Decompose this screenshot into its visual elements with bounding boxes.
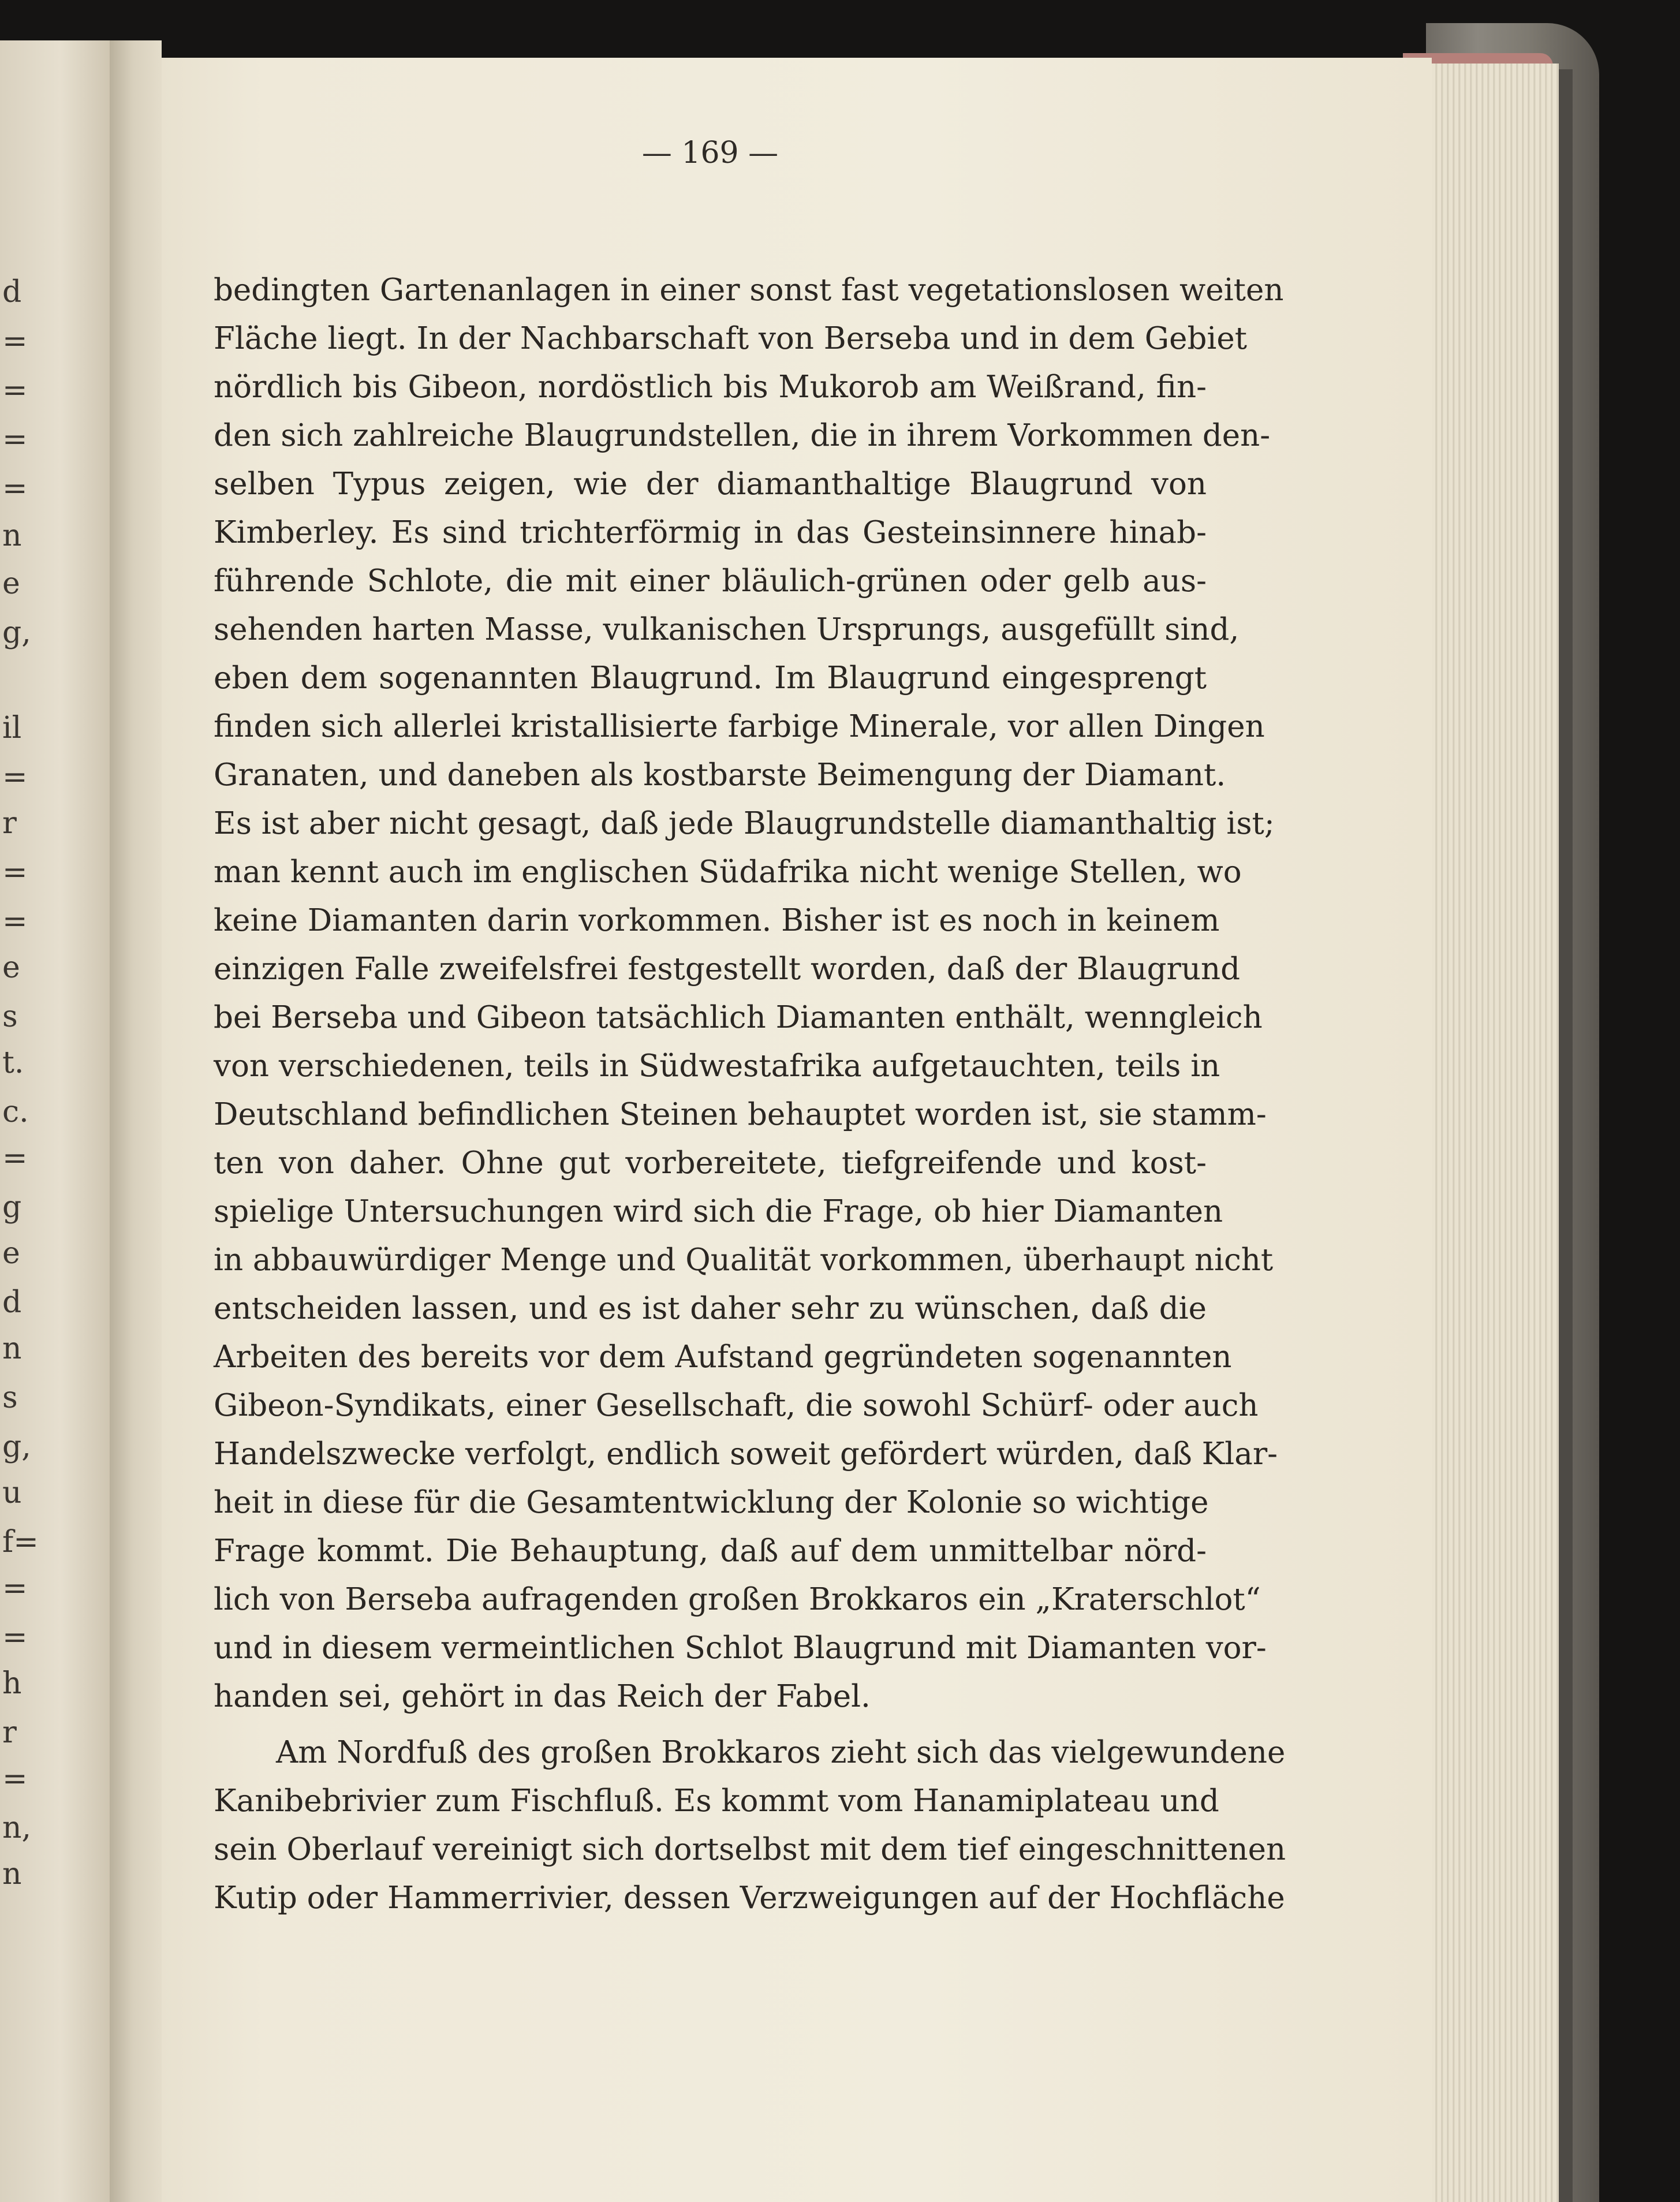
left-page-fragment: g,	[2, 615, 31, 650]
text-line: von verschiedenen, teils in Südwestafrika aufgetauchten, teils in	[214, 1048, 1220, 1084]
text-line: Kimberley. Es sind trichterförmig in das Gesteinsinnere hinab-	[214, 515, 1207, 550]
left-page-fragment: d	[2, 275, 22, 309]
text-line: den sich zahlreiche Blaugrundstellen, die in ihrem Vorkommen den-	[214, 418, 1271, 453]
text-line: spielige Untersuchungen wird sich die Frage, ob hier Diamanten	[214, 1194, 1223, 1229]
left-page-fragment: =	[2, 1571, 28, 1606]
left-page-fragment: e	[2, 566, 20, 601]
text-line: bedingten Gartenanlagen in einer sonst fast vegetationslosen weiten	[214, 273, 1284, 308]
text-line: Am Nordfuß des großen Brokkaros zieht sich das vielgewundene	[276, 1735, 1286, 1770]
left-page-fragment: s	[2, 1380, 18, 1415]
left-page-edge	[0, 40, 110, 2202]
text-line: keine Diamanten darin vorkommen. Bisher ist es noch in keinem	[214, 903, 1220, 938]
left-page-fragment: r	[2, 1715, 17, 1750]
left-page-fragment: =	[2, 760, 28, 794]
text-line: eben dem sogenannten Blaugrund. Im Blaugrund eingesprengt	[214, 660, 1207, 696]
text-line: Kanibebrivier zum Fischfluß. Es kommt vom Hanamiplateau und	[214, 1783, 1219, 1819]
left-page-fragment: il	[2, 711, 22, 745]
left-page-fragment: e	[2, 1236, 20, 1271]
left-page-fragment: s	[2, 999, 18, 1034]
text-line: ten von daher. Ohne gut vorbereitete, tiefgreifende und kost-	[214, 1145, 1207, 1181]
left-page-fragment: =	[2, 904, 28, 939]
left-page-fragment: =	[2, 373, 28, 408]
left-page-fragment: g	[2, 1190, 22, 1225]
text-line: Handelszwecke verfolgt, endlich soweit gefördert würden, daß Klar-	[214, 1436, 1278, 1472]
text-line: Frage kommt. Die Behauptung, daß auf dem unmittelbar nörd-	[214, 1533, 1207, 1569]
left-page-fragment: =	[2, 1141, 28, 1175]
text-line: Fläche liegt. In der Nachbarschaft von Berseba und in dem Gebiet	[214, 321, 1247, 356]
text-line: Deutschland befindlichen Steinen behauptet worden ist, sie stamm-	[214, 1097, 1267, 1132]
left-page-fragment: h	[2, 1666, 22, 1701]
left-page-fragment: n	[2, 1331, 22, 1366]
text-line: Granaten, und daneben als kostbarste Beimengung der Diamant.	[214, 757, 1226, 793]
left-page-fragment: g,	[2, 1430, 31, 1464]
left-page-fragment: n	[2, 518, 22, 553]
text-line: selben Typus zeigen, wie der diamanthaltige Blaugrund von	[214, 466, 1207, 502]
text-line: in abbauwürdiger Menge und Qualität vorkommen, überhaupt nicht	[214, 1242, 1274, 1278]
text-line: lich von Berseba aufragenden großen Brokkaros ein „Kraterschlot“	[214, 1582, 1261, 1617]
left-page-fragment: =	[2, 422, 28, 457]
left-page-fragment: r	[2, 806, 17, 841]
text-line: finden sich allerlei kristallisierte farbige Minerale, vor allen Dingen	[214, 709, 1265, 744]
left-page-fragment: =	[2, 1761, 28, 1796]
left-page-fragment: c.	[2, 1095, 29, 1129]
text-line: handen sei, gehört in das Reich der Fabel.	[214, 1679, 871, 1714]
text-line: bei Berseba und Gibeon tatsächlich Diamanten enthält, wenngleich	[214, 1000, 1263, 1035]
text-line: nördlich bis Gibeon, nordöstlich bis Mukorob am Weißrand, fin-	[214, 370, 1207, 405]
text-line: sehenden harten Masse, vulkanischen Ursprungs, ausgefüllt sind,	[214, 612, 1240, 647]
book-gutter	[110, 40, 162, 2202]
text-line: einzigen Falle zweifelsfrei festgestellt worden, daß der Blaugrund	[214, 951, 1241, 987]
text-line: Es ist aber nicht gesagt, daß jede Blaugrundstelle diamanthaltig ist;	[214, 806, 1275, 841]
text-line: Gibeon-Syndikats, einer Gesellschaft, die sowohl Schürf- oder auch	[214, 1388, 1259, 1423]
text-line: und in diesem vermeintlichen Schlot Blaugrund mit Diamanten vor-	[214, 1630, 1267, 1666]
text-line: entscheiden lassen, und es ist daher sehr zu wünschen, daß die	[214, 1291, 1207, 1326]
text-line: heit in diese für die Gesamtentwicklung der Kolonie so wichtige	[214, 1485, 1209, 1520]
page-block-edges	[1426, 64, 1559, 2202]
left-page-fragment: n	[2, 1857, 22, 1891]
left-page-fragment: e	[2, 950, 20, 985]
text-line: sein Oberlauf vereinigt sich dortselbst mit dem tief eingeschnittenen	[214, 1832, 1286, 1867]
left-page-fragment: u	[2, 1476, 22, 1510]
left-page-fragment: =	[2, 471, 28, 506]
left-page-fragment: =	[2, 855, 28, 890]
left-page-fragment: =	[2, 324, 28, 359]
left-page-fragment: f=	[2, 1525, 39, 1559]
left-page-fragment: d	[2, 1285, 22, 1320]
left-page-fragment: t.	[2, 1046, 24, 1080]
text-line: Arbeiten des bereits vor dem Aufstand gegründeten sogenannten	[214, 1339, 1232, 1375]
text-line: Kutip oder Hammerrivier, dessen Verzweigungen auf der Hochfläche	[214, 1880, 1285, 1916]
text-line: man kennt auch im englischen Südafrika nicht wenige Stellen, wo	[214, 854, 1242, 890]
left-page-fragment: =	[2, 1620, 28, 1655]
page-number: — 169 —	[641, 136, 779, 170]
left-page-fragment: n,	[2, 1811, 32, 1845]
text-line: führende Schlote, die mit einer bläulich-grünen oder gelb aus-	[214, 563, 1207, 599]
